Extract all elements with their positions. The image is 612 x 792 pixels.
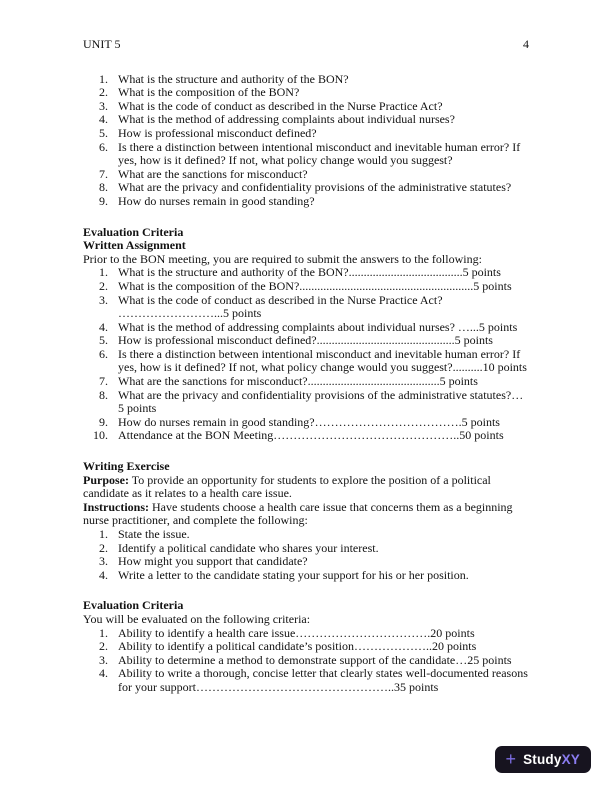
item-text	[118, 113, 455, 127]
list-item	[83, 348, 529, 375]
item-line: How might you support that candidate?	[118, 554, 308, 569]
list-item	[83, 321, 529, 335]
list-item	[83, 654, 529, 668]
item-number: 4.	[99, 567, 108, 582]
item-text	[118, 429, 504, 443]
list-item	[83, 334, 529, 348]
item-text	[118, 640, 476, 654]
item-number: 3.	[99, 98, 108, 113]
item-number: 7.	[99, 166, 108, 181]
instructions-text: Have students choose a health care issue that concerns them as a beginning	[152, 499, 513, 514]
purpose-label: Purpose:	[83, 472, 129, 487]
item-line: What is the composition of the BON?	[118, 85, 300, 100]
written-assignment-section	[83, 226, 529, 444]
item-line: Attendance at the BON Meeting………………………………………..50 points	[118, 428, 504, 443]
item-number: 2.	[99, 639, 108, 654]
list-item	[83, 528, 529, 542]
item-number: 1.	[99, 265, 108, 280]
item-text	[118, 542, 379, 556]
item-number: 4.	[99, 112, 108, 127]
writing-exercise-list	[83, 528, 529, 582]
purpose-line-1	[83, 474, 529, 488]
item-text	[118, 100, 443, 114]
item-text	[118, 654, 512, 668]
item-line: What is the method of addressing complaints about individual nurses? …...5 points	[118, 319, 518, 334]
studyxy-wordmark	[523, 753, 580, 767]
item-line: Is there a distinction between intentional misconduct and inevitable human error? If	[118, 346, 521, 361]
evaluation-criteria-intro: You will be evaluated on the following criteria:	[83, 611, 311, 626]
instructions-label: Instructions:	[83, 499, 150, 514]
item-line: Ability to write a thorough, concise letter that clearly states well-documented reasons	[118, 666, 528, 681]
written-assignment-intro: Prior to the BON meeting, you are required to submit the answers to the following:	[83, 251, 482, 266]
item-line: What is the method of addressing complaints about individual nurses?	[118, 112, 455, 127]
item-number: 5.	[99, 333, 108, 348]
item-number: 9.	[99, 193, 108, 208]
item-line: State the issue.	[118, 527, 190, 541]
instructions-line-1	[83, 501, 529, 515]
item-text	[118, 389, 523, 416]
list-item	[83, 640, 529, 654]
list-item	[83, 141, 529, 168]
item-text	[118, 73, 349, 87]
discussion-questions-list	[83, 73, 529, 209]
item-text	[118, 195, 315, 209]
page-number: 4	[523, 37, 529, 51]
item-line: What is the structure and authority of the BON?	[118, 71, 349, 86]
item-line: What is the code of conduct as described in the Nurse Practice Act?	[118, 292, 443, 307]
item-text	[118, 348, 527, 375]
item-text	[118, 528, 190, 542]
item-number: 8.	[99, 387, 108, 402]
item-text	[118, 627, 475, 641]
item-text	[118, 569, 469, 583]
list-item	[83, 555, 529, 569]
item-number: 4.	[99, 319, 108, 334]
item-number: 3.	[99, 554, 108, 569]
item-line: Ability to determine a method to demonstrate support of the candidate…25 points	[118, 652, 512, 667]
list-item	[83, 195, 529, 209]
item-number: 4.	[99, 666, 108, 681]
list-item	[83, 100, 529, 114]
list-item	[83, 389, 529, 416]
item-number: 3.	[99, 652, 108, 667]
item-line: Is there a distinction between intentional misconduct and inevitable human error? If	[118, 139, 521, 154]
brand-name-primary: Study	[523, 751, 562, 767]
item-text	[118, 555, 308, 569]
brand-name-accent: XY	[561, 751, 580, 767]
unit-title: UNIT 5	[83, 37, 121, 51]
section-heading-writing-exercise: Writing Exercise	[83, 459, 170, 474]
list-item	[83, 181, 529, 195]
list-item	[83, 127, 529, 141]
item-number: 6.	[99, 346, 108, 361]
item-line: What is the code of conduct as described in the Nurse Practice Act?	[118, 98, 443, 113]
item-line: How do nurses remain in good standing?	[118, 193, 315, 208]
written-assignment-list	[83, 266, 529, 443]
item-number: 2.	[99, 540, 108, 555]
list-item	[83, 627, 529, 641]
item-text	[118, 127, 317, 141]
item-text	[118, 181, 511, 195]
item-number: 2.	[99, 85, 108, 100]
list-item	[83, 429, 529, 443]
item-number: 5.	[99, 125, 108, 140]
list-item	[83, 667, 529, 694]
item-line: yes, how is it defined? If not, what policy change would you suggest?..........10 points	[118, 360, 527, 375]
instructions-line-2: nurse practitioner, and complete the following:	[83, 513, 308, 528]
item-text	[118, 416, 500, 430]
section-heading-written-assignment: Written Assignment	[83, 238, 186, 253]
studyxy-logo[interactable]	[495, 746, 591, 773]
list-item	[83, 416, 529, 430]
section-heading-evaluation-criteria: Evaluation Criteria	[83, 224, 184, 239]
list-item	[83, 73, 529, 87]
item-text	[118, 168, 308, 182]
item-line: How do nurses remain in good standing?……………………………….5 points	[118, 414, 500, 429]
item-text	[118, 667, 528, 694]
item-number: 1.	[99, 625, 108, 640]
item-number: 8.	[99, 180, 108, 195]
item-line: for your support…………………………………………..35 points	[118, 679, 439, 694]
item-line: How is professional misconduct defined?	[118, 125, 317, 140]
list-item	[83, 294, 529, 321]
item-line: What are the sanctions for misconduct?	[118, 166, 308, 181]
page-header	[83, 38, 529, 52]
item-line: What are the privacy and confidentiality provisions of the administrative statutes?…	[118, 387, 524, 402]
item-line: Identify a political candidate who shares your interest.	[118, 540, 379, 555]
item-text	[118, 86, 299, 100]
item-text	[118, 141, 520, 168]
item-line: Ability to identify a health care issue…………………………….20 points	[118, 625, 475, 640]
list-item	[83, 168, 529, 182]
item-number: 2.	[99, 278, 108, 293]
section-heading-evaluation-criteria-2: Evaluation Criteria	[83, 598, 184, 613]
item-line: yes, how is it defined? If not, what policy change would you suggest?	[118, 153, 453, 168]
page-content	[83, 38, 529, 695]
item-line: Ability to identify a political candidate’s position………………..20 points	[118, 639, 477, 654]
item-number: 1.	[99, 527, 108, 541]
plus-icon: +	[505, 748, 517, 769]
item-line: What is the structure and authority of the BON?......................................5 points	[118, 265, 501, 280]
evaluation-criteria-section	[83, 599, 529, 694]
list-item	[83, 113, 529, 127]
list-item	[83, 86, 529, 100]
item-text	[118, 294, 443, 321]
item-text	[118, 334, 493, 348]
list-item	[83, 542, 529, 556]
list-item	[83, 375, 529, 389]
item-text	[118, 280, 512, 294]
item-text	[118, 321, 517, 335]
purpose-text: To provide an opportunity for students to explore the position of a political	[131, 472, 491, 487]
item-line: What are the sanctions for misconduct?............................................5 points	[118, 374, 478, 389]
item-text	[118, 266, 501, 280]
evaluation-criteria-list	[83, 627, 529, 695]
item-line: What is the composition of the BON?..........................................................5 points	[118, 278, 512, 293]
item-line: Write a letter to the candidate stating your support for his or her position.	[118, 567, 469, 582]
item-number: 6.	[99, 139, 108, 154]
list-item	[83, 569, 529, 583]
item-number: 1.	[99, 71, 108, 86]
writing-exercise-section	[83, 460, 529, 582]
item-number: 3.	[99, 292, 108, 307]
list-item	[83, 266, 529, 280]
item-line: How is professional misconduct defined?..............................................5 points	[118, 333, 493, 348]
purpose-line-2: candidate as it relates to a health care issue.	[83, 486, 292, 501]
item-line: ……………………...5 points	[118, 306, 262, 321]
list-item	[83, 280, 529, 294]
item-text	[118, 375, 478, 389]
item-line: What are the privacy and confidentiality provisions of the administrative statutes?	[118, 180, 512, 195]
item-line: 5 points	[118, 401, 157, 416]
item-number: 10.	[93, 428, 108, 443]
item-number: 9.	[99, 414, 108, 429]
item-number: 7.	[99, 374, 108, 389]
